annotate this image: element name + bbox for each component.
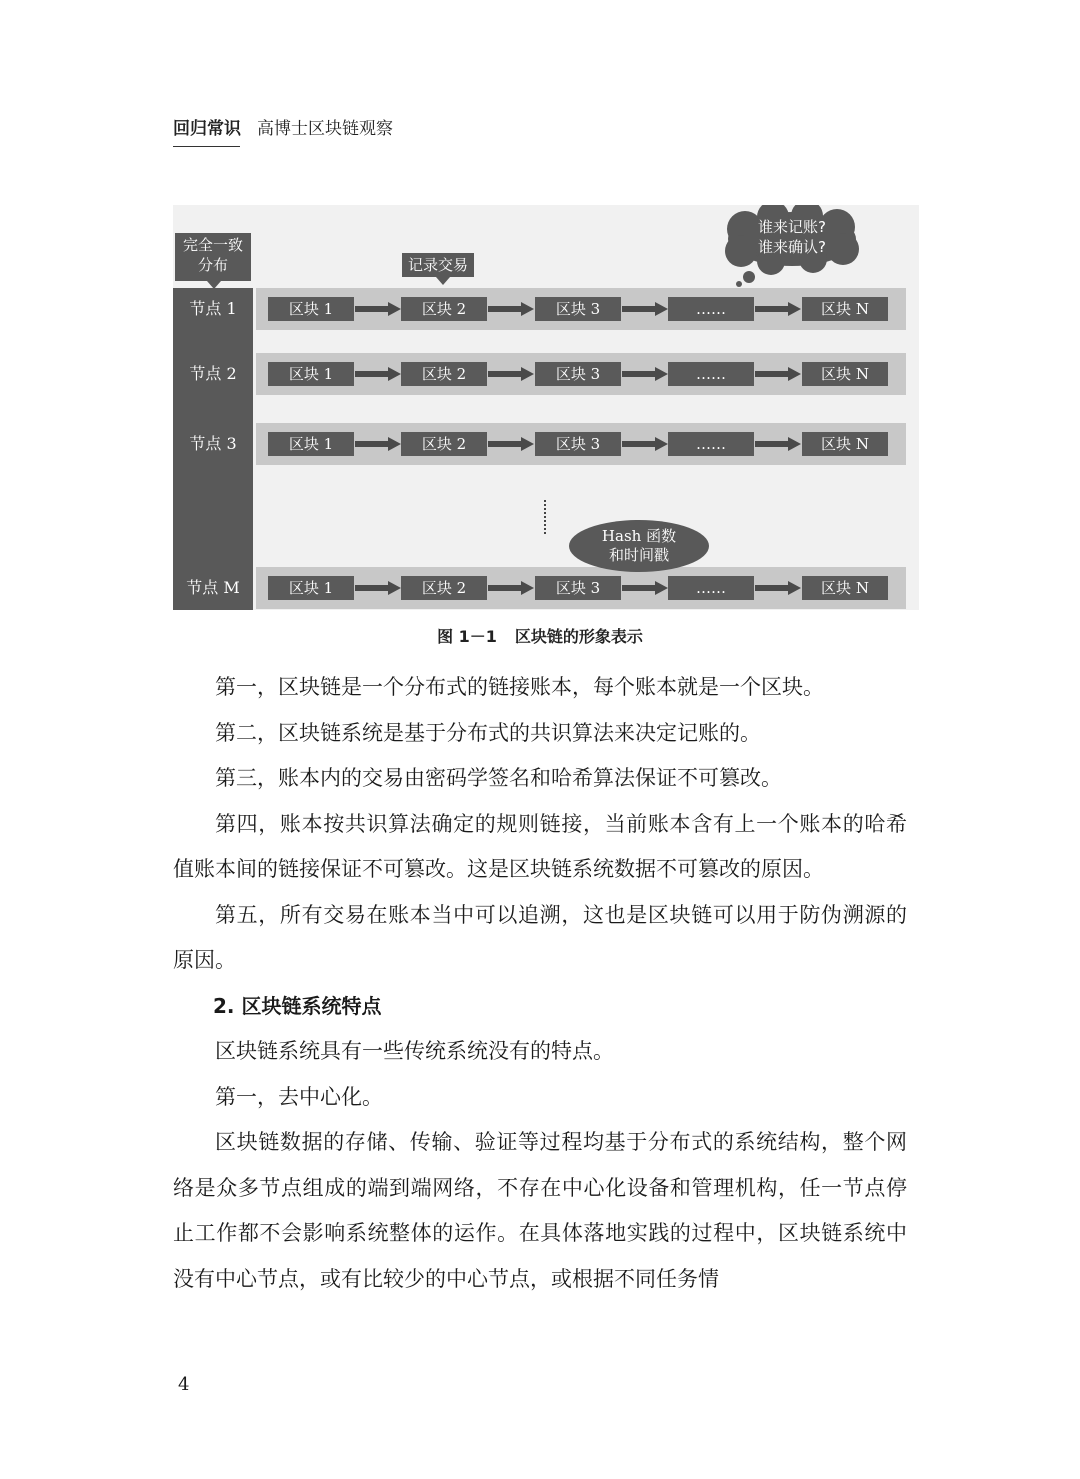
hash-label-line2: 和时间戳 — [608, 546, 669, 564]
block: 区块 2 — [401, 297, 487, 321]
paragraph: 第一，区块链是一个分布式的链接账本，每个账本就是一个区块。 — [215, 675, 824, 699]
arrow-icon — [622, 581, 668, 595]
arrow-icon — [622, 367, 668, 381]
record-transaction-label: 记录交易 — [402, 253, 474, 277]
node-label: 节点 1 — [189, 299, 237, 318]
arrow-icon — [488, 581, 534, 595]
paragraph: 第四，账本按共识算法确定的规则链接，当前账本含有上一个账本的哈希值账本间的链接保证不可篡改。这是区块链系统数据不可篡改的原因。 — [173, 811, 907, 881]
block: 区块 2 — [401, 432, 487, 456]
figure-caption-text: 区块链的形象表示 — [514, 627, 643, 646]
arrow-icon — [488, 367, 534, 381]
paragraph: 区块链数据的存储、传输、验证等过程均基于分布式的系统结构，整个网络是众多节点组成的端到端网络，不存在中心化设备和管理机构，任一节点停止工作都不会影响系统整体的运作。在具体落地实践的过程中，区块链系统中没有中心节点，或有比较少的中心节点，或根据不同任务情 — [173, 1130, 907, 1291]
running-header — [173, 114, 393, 139]
block: 区块 1 — [268, 297, 354, 321]
cloud-question — [726, 217, 858, 257]
block: 区块 N — [802, 362, 888, 386]
arrow-icon — [355, 437, 401, 451]
figure-number: 图 1－1 — [437, 627, 497, 646]
block: …… — [668, 432, 754, 456]
consensus-label — [175, 233, 251, 281]
block: 区块 1 — [268, 362, 354, 386]
block: 区块 N — [802, 576, 888, 600]
hash-timestamp-ellipse — [569, 520, 709, 572]
page-number: 4 — [178, 1374, 190, 1395]
book-title: 回归常识 — [173, 119, 241, 139]
block: 区块 1 — [268, 576, 354, 600]
block: 区块 3 — [535, 362, 621, 386]
cloud-question-line2: 谁来确认? — [758, 238, 826, 256]
figure-caption — [173, 624, 907, 647]
block: 区块 2 — [401, 576, 487, 600]
node-row — [189, 353, 906, 395]
block: 区块 3 — [535, 432, 621, 456]
paragraph: 区块链系统具有一些传统系统没有的特点。 — [215, 1039, 614, 1063]
vertical-ellipsis — [544, 500, 550, 534]
book-subtitle: 高博士区块链观察 — [257, 119, 393, 139]
block: …… — [668, 297, 754, 321]
block: …… — [668, 576, 754, 600]
block: 区块 N — [802, 432, 888, 456]
node-label: 节点 2 — [189, 364, 237, 383]
block: 区块 3 — [535, 576, 621, 600]
arrow-icon — [622, 302, 668, 316]
consensus-label-line2: 分布 — [197, 256, 228, 274]
arrow-icon — [755, 367, 801, 381]
arrow-icon — [355, 302, 401, 316]
paragraph: 第一，去中心化。 — [215, 1084, 383, 1109]
block: …… — [668, 362, 754, 386]
block: 区块 2 — [401, 362, 487, 386]
paragraph: 第三，账本内的交易由密码学签名和哈希算法保证不可篡改。 — [215, 766, 782, 790]
cloud-question-line1: 谁来记账? — [758, 218, 826, 236]
node-row — [189, 423, 906, 465]
paragraph: 第五，所有交易在账本当中可以追溯，这也是区块链可以用于防伪溯源的原因。 — [173, 902, 907, 972]
block: 区块 N — [802, 297, 888, 321]
arrow-icon — [355, 367, 401, 381]
arrow-icon — [755, 302, 801, 316]
body-text — [173, 665, 907, 1302]
hash-label-line1: Hash 函数 — [601, 527, 677, 545]
consensus-label-line1: 完全一致 — [182, 236, 243, 254]
block: 区块 1 — [268, 432, 354, 456]
node-row — [189, 288, 906, 330]
arrow-icon — [355, 581, 401, 595]
paragraph: 第二，区块链系统是基于分布式的共识算法来决定记账的。 — [215, 720, 761, 745]
section-heading: 2. 区块链系统特点 — [213, 993, 382, 1018]
block: 区块 3 — [535, 297, 621, 321]
arrow-icon — [488, 437, 534, 451]
header-rule — [173, 146, 240, 147]
arrow-icon — [622, 437, 668, 451]
arrow-icon — [755, 437, 801, 451]
blockchain-figure — [173, 205, 919, 610]
node-label: 节点 3 — [189, 434, 237, 453]
node-label: 节点 M — [186, 578, 240, 597]
node-row — [186, 567, 906, 609]
arrow-icon — [488, 302, 534, 316]
arrow-icon — [755, 581, 801, 595]
